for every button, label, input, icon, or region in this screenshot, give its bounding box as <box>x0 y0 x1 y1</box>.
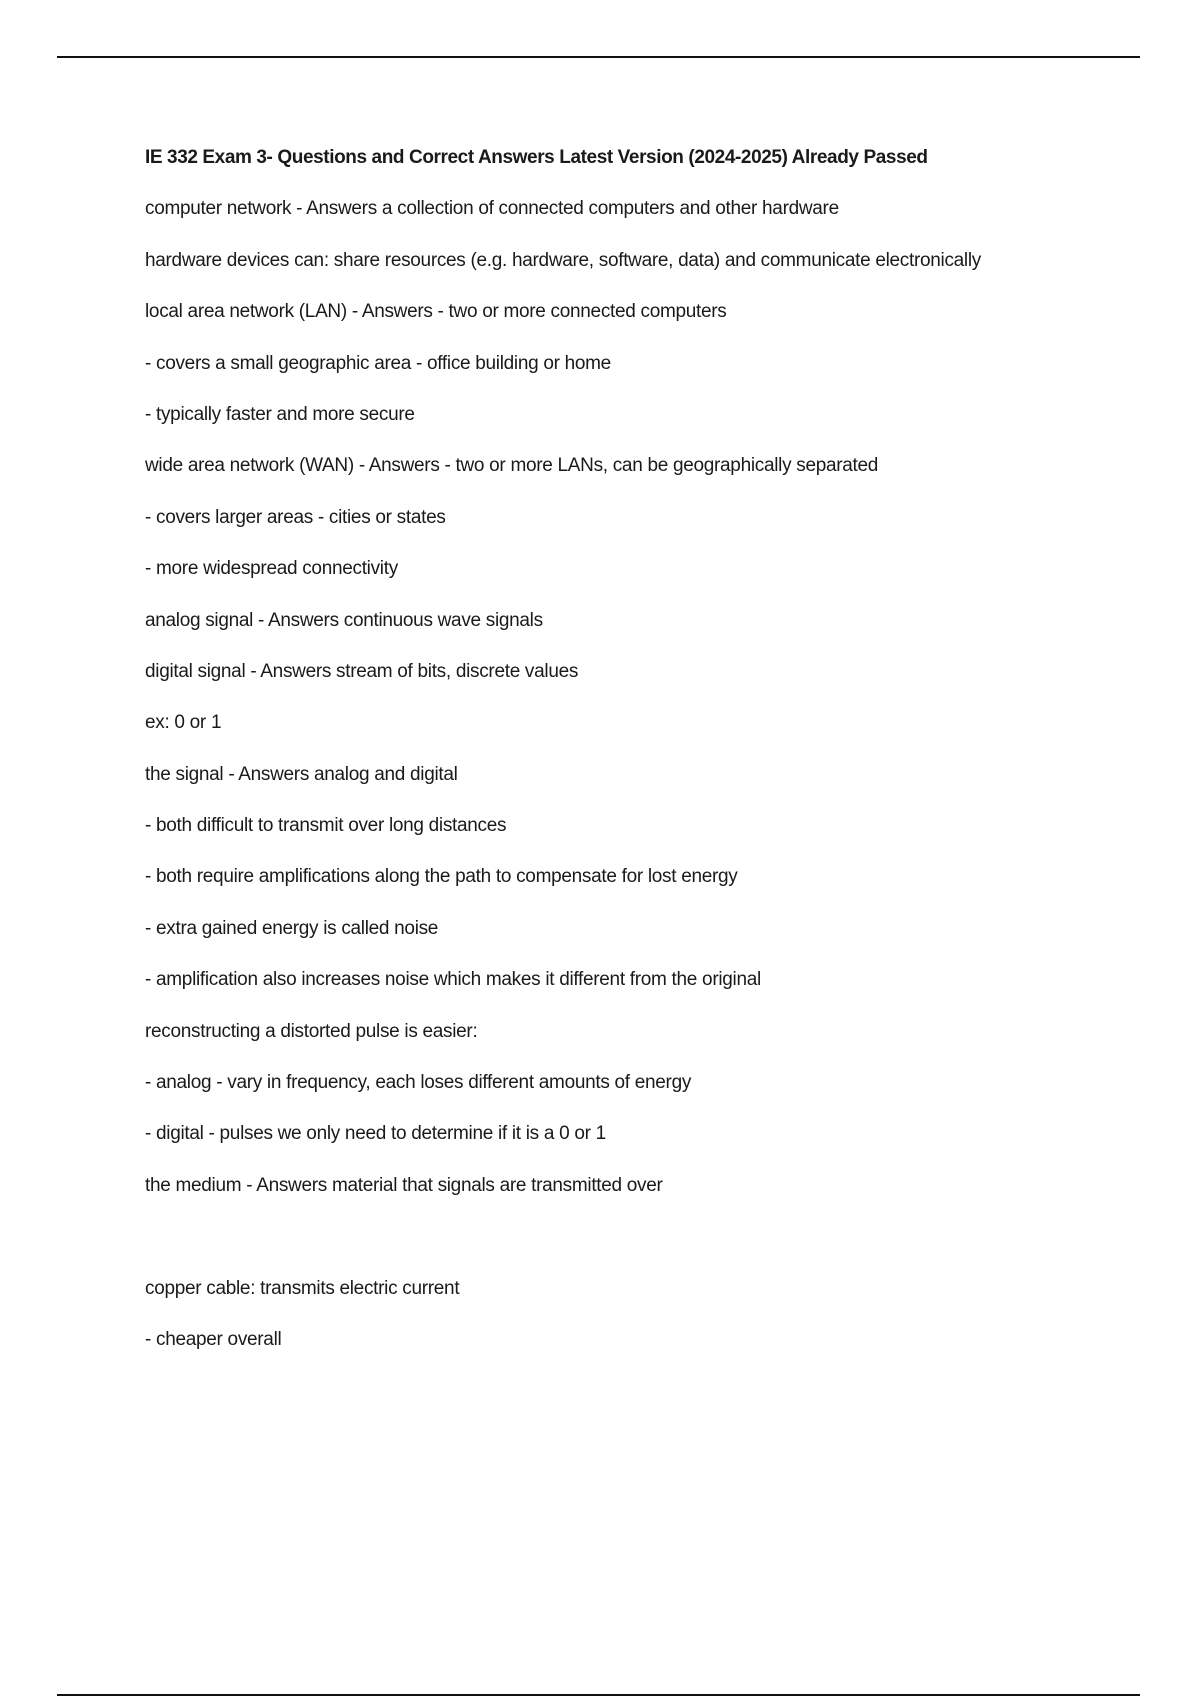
footer-rule <box>57 1694 1140 1696</box>
text-line: digital signal - Answers stream of bits, discrete values <box>145 660 579 682</box>
text-line: - covers larger areas - cities or states <box>145 506 446 528</box>
text-line: - both difficult to transmit over long distances <box>145 815 507 837</box>
text-line: - both require amplifications along the path to compensate for lost energy <box>145 866 738 888</box>
document-title: IE 332 Exam 3- Questions and Correct Answers Latest Version (2024-2025) Already Passed <box>145 147 928 168</box>
text-line: - covers a small geographic area - office building or home <box>145 352 611 374</box>
text-line: - extra gained energy is called noise <box>145 917 439 939</box>
text-line: local area network (LAN) - Answers - two or more connected computers <box>145 301 727 323</box>
text-line: - more widespread connectivity <box>145 558 398 580</box>
text-line: hardware devices can: share resources (e.g. hardware, software, data) and communicate electronically <box>145 249 981 271</box>
text-line: - amplification also increases noise which makes it different from the original <box>145 969 761 991</box>
text-line: wide area network (WAN) - Answers - two or more LANs, can be geographically separated <box>145 455 879 477</box>
text-line: copper cable: transmits electric current <box>145 1277 460 1299</box>
text-line: - digital - pulses we only need to determine if it is a 0 or 1 <box>145 1123 606 1145</box>
text-line: the signal - Answers analog and digital <box>145 763 458 785</box>
text-line: the medium - Answers material that signals are transmitted over <box>145 1174 663 1196</box>
text-line: - typically faster and more secure <box>145 403 415 425</box>
document-lines <box>145 183 1105 1365</box>
text-line: - cheaper overall <box>145 1328 282 1350</box>
text-line: computer network - Answers a collection of connected computers and other hardware <box>145 198 839 220</box>
document-body <box>145 132 1105 1365</box>
text-line: reconstructing a distorted pulse is easier: <box>145 1020 478 1042</box>
text-line: ex: 0 or 1 <box>145 712 222 734</box>
text-line: analog signal - Answers continuous wave signals <box>145 609 543 631</box>
header-rule <box>57 56 1140 58</box>
blank-line <box>145 1211 1105 1262</box>
text-line: - analog - vary in frequency, each loses different amounts of energy <box>145 1072 692 1094</box>
